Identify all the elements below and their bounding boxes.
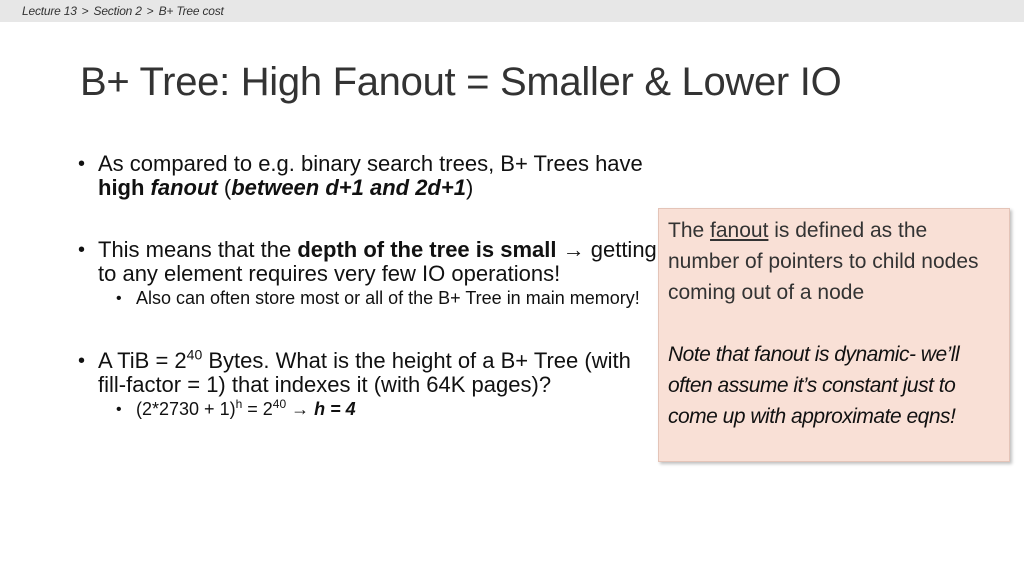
emphasis-text: high bbox=[98, 175, 151, 200]
superscript: 40 bbox=[272, 397, 287, 411]
emphasis-text: depth of the tree is small bbox=[297, 237, 557, 262]
callout-text: The bbox=[668, 219, 711, 242]
sub-bullet-answer bbox=[116, 399, 658, 420]
breadcrumb-separator: > bbox=[81, 4, 89, 18]
bullet-text: getting to any element requires very few IO operations! bbox=[98, 237, 657, 286]
bullet-text: A TiB = 2 bbox=[98, 348, 187, 373]
slide-content bbox=[78, 152, 658, 420]
breadcrumb-item-section[interactable]: Section 2 bbox=[93, 4, 142, 18]
equation-text: (2*2730 + 1) bbox=[136, 399, 236, 419]
breadcrumb bbox=[22, 4, 224, 18]
breadcrumb-separator: > bbox=[146, 4, 154, 18]
right-arrow-icon: → bbox=[286, 399, 315, 419]
sub-bullet-memory: • Also can often store most or all of the B+ Tree in main memory! bbox=[116, 288, 658, 309]
emphasis-text: between d+1 and 2d+1 bbox=[231, 175, 466, 200]
slide-title: B+ Tree: High Fanout = Smaller & Lower IO bbox=[80, 60, 842, 104]
bullet-text: Bytes. What is the height of a B+ Tree (with fill-factor = 1) that indexes it (with 64K pages)? bbox=[98, 348, 631, 397]
callout-note: Note that fanout is dynamic- we’ll often assume it’s constant just to come up with approximate eqns! bbox=[668, 343, 960, 428]
equation-text: = 2 bbox=[242, 399, 273, 419]
breadcrumb-item-lecture[interactable]: Lecture 13 bbox=[22, 4, 77, 18]
bullet-depth bbox=[78, 238, 658, 286]
fanout-definition-callout bbox=[658, 208, 1010, 462]
superscript: h bbox=[235, 397, 243, 411]
answer-text: h = 4 bbox=[314, 399, 356, 419]
breadcrumb-item-topic[interactable]: B+ Tree cost bbox=[158, 4, 224, 18]
bullet-text: ) bbox=[465, 175, 474, 200]
callout-definition bbox=[668, 215, 1001, 308]
emphasis-text: fanout bbox=[150, 175, 218, 200]
superscript: 40 bbox=[186, 346, 203, 363]
bullet-height-question bbox=[78, 346, 658, 397]
bullet-text: This means that the bbox=[98, 237, 298, 262]
breadcrumb-bar bbox=[0, 0, 1024, 22]
bullet-text: As compared to e.g. binary search trees, B+ Trees have bbox=[98, 151, 643, 176]
callout-term: fanout bbox=[710, 219, 769, 242]
bullet-fanout bbox=[78, 152, 658, 200]
right-arrow-icon: → bbox=[556, 237, 591, 262]
bullet-text: ( bbox=[217, 175, 232, 200]
callout-text: is defined as the number of pointers to child nodes coming out of a node bbox=[668, 219, 979, 304]
